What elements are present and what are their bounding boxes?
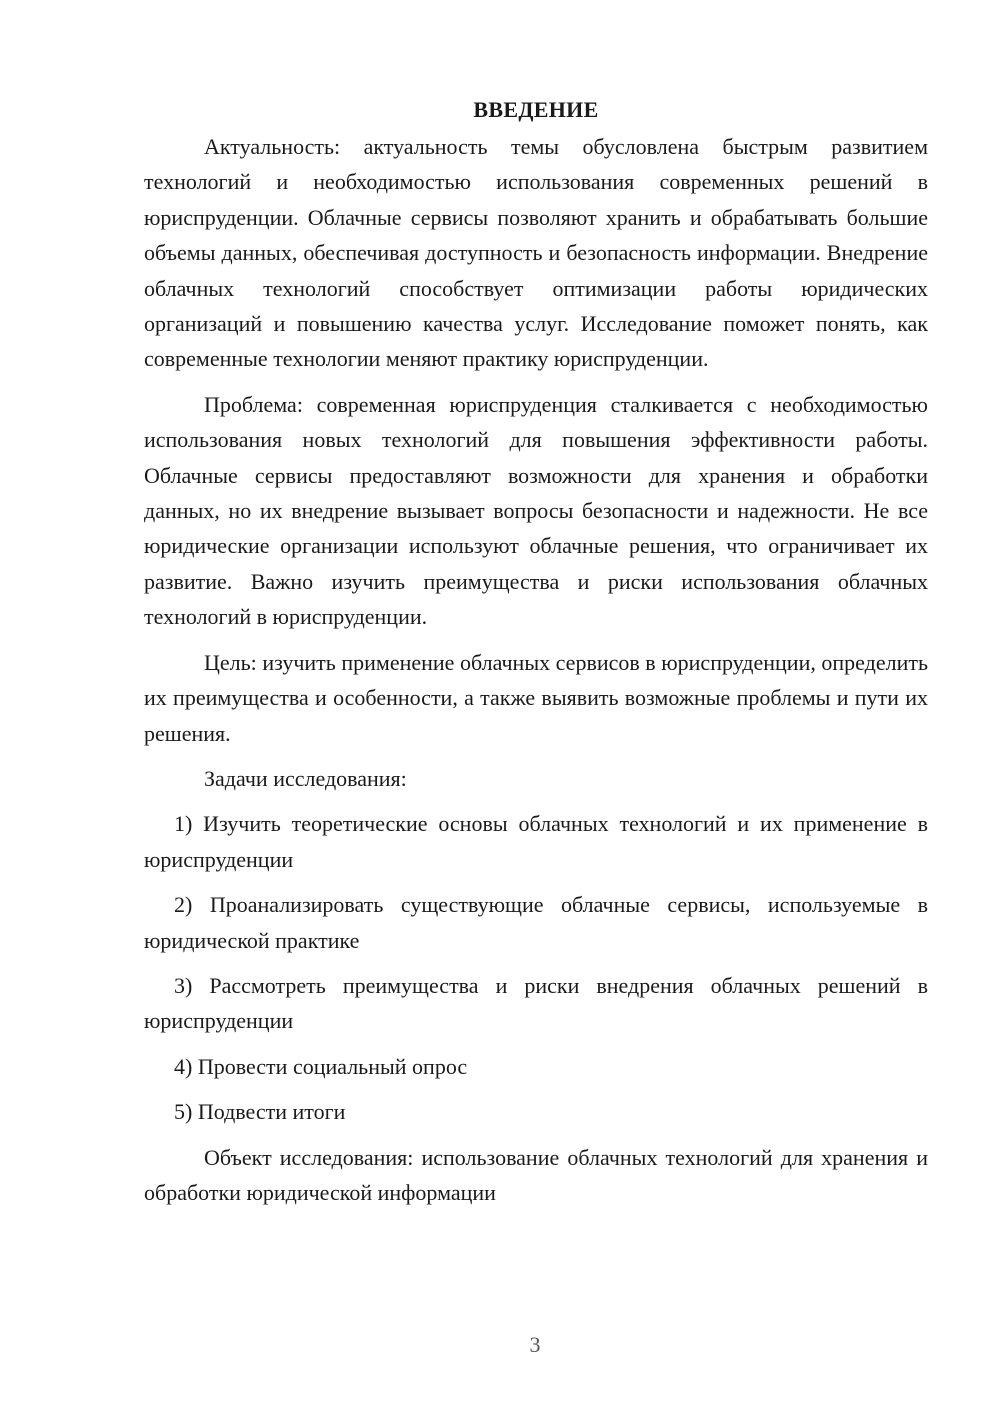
section-title: ВВЕДЕНИЕ bbox=[473, 97, 599, 122]
task-item: 1) Изучить теоретические основы облачных технологий и их применение в юриспруденции bbox=[144, 811, 928, 872]
goal-paragraph: Цель: изучить применение облачных сервисов в юриспруденции, определить их преимущества и особенности, а также выявить возможные проблемы и пути их решения. bbox=[144, 649, 928, 746]
page-number: 3 bbox=[529, 1332, 541, 1357]
task-item: 5) Подвести итоги bbox=[174, 1099, 346, 1125]
relevance-paragraph: Актуальность: актуальность темы обусловлена быстрым развитием технологий и необходимостью использования современных решений в юриспруденции. Облачные сервисы позволяют хранить и обрабатывать большие объемы данных, обеспечивая доступность и безопасность информации. Внедрение облачных технологий способствует оптимизации работы юридических организаций и повышению качества услуг. Исследование поможет понять, как современные технологии меняют практику юриспруденции. bbox=[144, 134, 928, 372]
document-page bbox=[144, 92, 928, 1220]
tasks-heading: Задачи исследования: bbox=[204, 765, 407, 791]
task-item: 2) Проанализировать существующие облачные сервисы, используемые в юридической практике bbox=[144, 892, 928, 953]
object-paragraph: Объект исследования: использование облачных технологий для хранения и обработки юридической информации bbox=[144, 1144, 928, 1205]
task-item: 3) Рассмотреть преимущества и риски внедрения облачных решений в юриспруденции bbox=[144, 972, 928, 1034]
task-item: 4) Провести социальный опрос bbox=[174, 1053, 468, 1079]
problem-paragraph: Проблема: современная юриспруденция сталкивается с необходимостью использования новых технологий для повышения эффективности работы. Облачные сервисы предоставляют возможности для хранения и обработки данных, но их внедрение вызывает вопросы безопасности и надежности. Не все юридические организации используют облачные решения, что ограничивает их развитие. Важно изучить преимущества и риски использования облачных технологий в юриспруденции. bbox=[144, 391, 928, 630]
